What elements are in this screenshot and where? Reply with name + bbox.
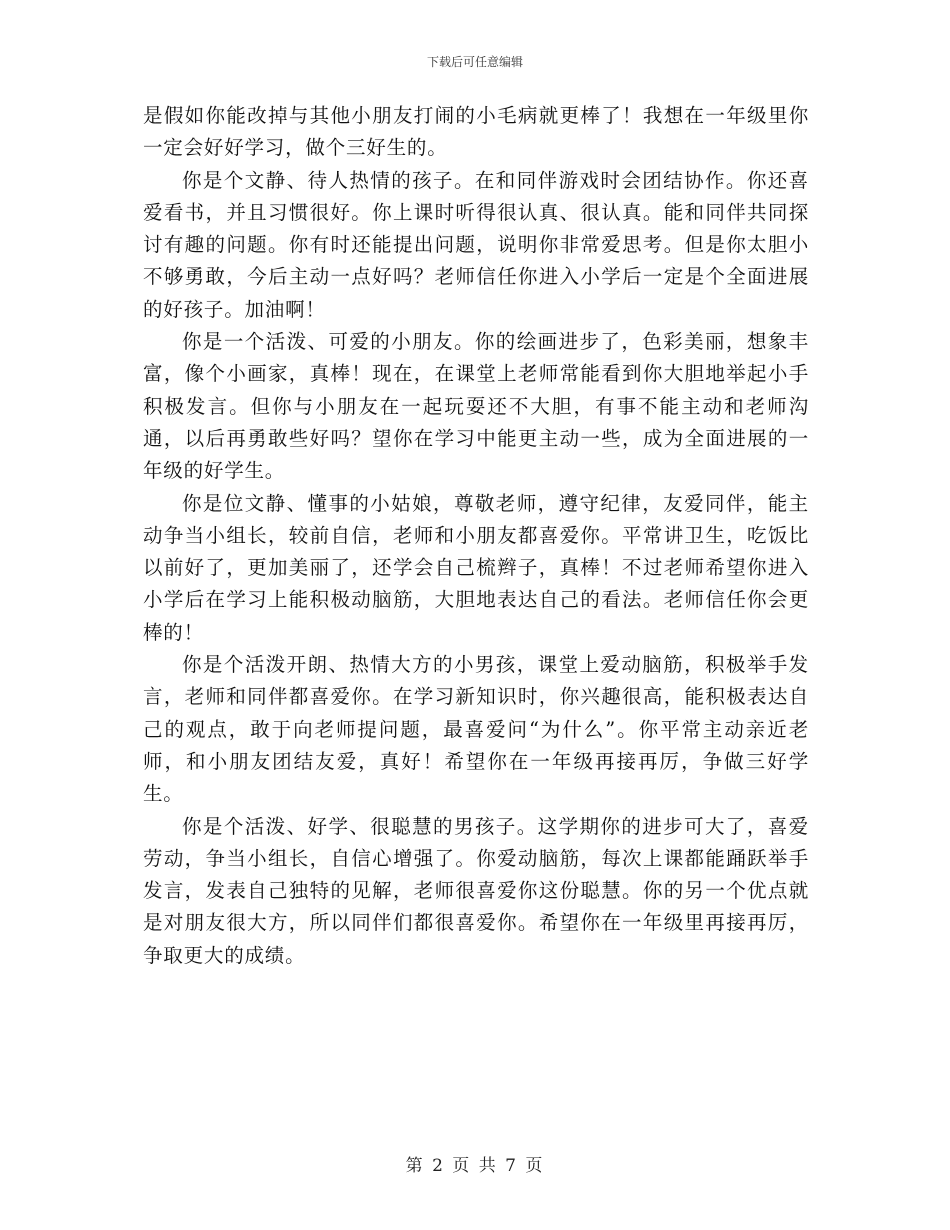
paragraph-continuation: 是假如你能改掉与其他小朋友打闹的小毛病就更棒了！我想在一年级里你一定会好好学习，做个三好生的。	[143, 104, 809, 160]
paragraph: 你是位文静、懂事的小姑娘，尊敬老师，遵守纪律，友爱同伴，能主动争当小组长，较前自信，老师和小朋友都喜爱你。平常讲卫生，吃饭比以前好了，更加美丽了，还学会自己梳辫子，真棒！不过老师希望你进入小学后在学习上能积极动脑筋，大胆地表达自己的看法。老师信任你会更棒的！	[143, 491, 809, 644]
document-body	[143, 100, 809, 972]
paragraph: 你是个活泼、好学、很聪慧的男孩子。这学期你的进步可大了，喜爱劳动，争当小组长，自信心增强了。你爱动脑筋，每次上课都能踊跃举手发言，发表自己独特的见解，老师很喜爱你这份聪慧。你的另一个优点就是对朋友很大方，所以同伴们都很喜爱你。希望你在一年级里再接再厉，争取更大的成绩。	[143, 814, 809, 967]
page-footer: 第 2 页 共 7 页	[405, 1156, 545, 1176]
paragraph: 你是一个活泼、可爱的小朋友。你的绘画进步了，色彩美丽，想象丰富，像个小画家，真棒！现在，在课堂上老师常能看到你大胆地举起小手积极发言。但你与小朋友在一起玩耍还不大胆，有事不能主动和老师沟通，以后再勇敢些好吗？望你在学习中能更主动一些，成为全面进展的一年级的好学生。	[143, 330, 809, 483]
page-header: 下载后可任意编辑	[426, 55, 523, 69]
paragraph: 你是个活泼开朗、热情大方的小男孩，课堂上爱动脑筋，积极举手发言，老师和同伴都喜爱你。在学习新知识时，你兴趣很高，能积极表达自己的观点，敢于向老师提问题，最喜爱问“为什么”。你平常主动亲近老师，和小朋友团结友爱，真好！希望你在一年级再接再厉，争做三好学生。	[143, 653, 809, 806]
paragraph: 你是个文静、待人热情的孩子。在和同伴游戏时会团结协作。你还喜爱看书，并且习惯很好。你上课时听得很认真、很认真。能和同伴共同探讨有趣的问题。你有时还能提出问题，说明你非常爱思考。但是你太胆小不够勇敢，今后主动一点好吗？老师信任你进入小学后一定是个全面进展的好孩子。加油啊！	[143, 168, 809, 321]
